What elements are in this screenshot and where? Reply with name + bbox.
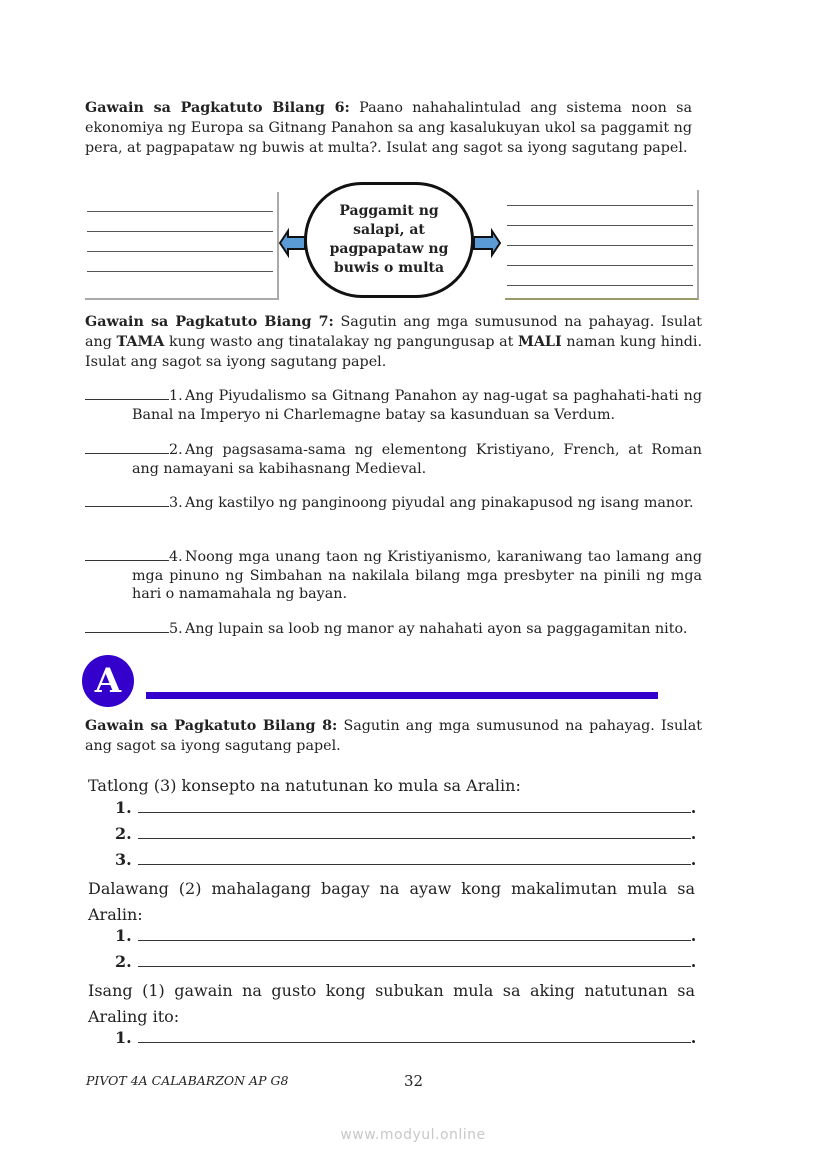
prompt-three-concepts: Tatlong (3) konsepto na natutunan ko mula sa Aralin: <box>88 776 521 795</box>
answer-line[interactable] <box>115 926 696 945</box>
a7-text-3: naman kung hindi. Isulat ang sagot sa iyong sagutang papel. <box>85 334 703 370</box>
section-letter: A <box>94 661 122 701</box>
tama-keyword: TAMA <box>116 334 165 350</box>
answer-line[interactable] <box>115 1028 696 1047</box>
right-arrow-icon <box>472 228 502 258</box>
item-number: 4. <box>169 549 183 565</box>
answer-blank[interactable] <box>85 494 169 507</box>
answer-line[interactable] <box>115 798 696 817</box>
answer-blank[interactable] <box>85 441 169 454</box>
website-watermark: www.modyul.online <box>340 1127 486 1143</box>
period: . <box>690 824 697 843</box>
period: . <box>690 952 697 971</box>
item-text: Ang pagsasama-sama ng elementong Kristiyano, French, at Roman ang namayani sa kabihasnang Medieval. <box>132 442 702 477</box>
footer-module-name: PIVOT 4A CALABARZON AP G8 <box>86 1073 289 1088</box>
left-answer-box <box>85 192 279 300</box>
left-arrow-icon <box>278 228 306 258</box>
true-false-item <box>85 548 702 604</box>
page-number: 32 <box>404 1072 424 1090</box>
true-false-item <box>85 441 702 478</box>
a7-text-1: Sagutin ang mga sumusunod na pahayag. Isulat ang <box>85 314 702 350</box>
period: . <box>690 798 697 817</box>
answer-number: 1. <box>115 798 132 817</box>
item-number: 3. <box>169 495 183 511</box>
answer-blank[interactable] <box>85 548 169 561</box>
answer-blank[interactable] <box>85 387 169 400</box>
section-divider <box>146 692 658 699</box>
prompt-one-activity: Isang (1) gawain na gusto kong subukan mula sa aking natutunan sa Araling ito: <box>88 981 695 1026</box>
period: . <box>690 1028 697 1047</box>
item-number: 2. <box>169 442 183 458</box>
central-topic-text: Paggamit ng salapi, at pagpapataw ng buwis o multa <box>329 203 449 276</box>
item-text: Ang Piyudalismo sa Gitnang Panahon ay nag-ugat sa paghahati-hati ng Banal na Imperyo ni Charlemagne batay sa kasunduan sa Verdum. <box>132 388 702 423</box>
period: . <box>690 926 697 945</box>
activity-8-text: Sagutin ang mga sumusunod na pahayag. Isulat ang sagot sa iyong sagutang papel. <box>85 718 702 754</box>
answer-line[interactable] <box>115 850 696 869</box>
answer-line[interactable] <box>115 824 696 843</box>
answer-number: 1. <box>115 926 132 945</box>
prompt-two-things: Dalawang (2) mahalagang bagay na ayaw kong makalimutan mula sa Aralin: <box>88 879 695 924</box>
true-false-item <box>85 387 702 424</box>
activity-7-instructions <box>85 312 702 372</box>
item-text: Ang lupain sa loob ng manor ay nahahati ayon sa paggagamitan nito. <box>185 621 688 637</box>
activity-8-title: Gawain sa Pagkatuto Bilang 8: <box>85 718 338 734</box>
item-text: Noong mga unang taon ng Kristiyanismo, karaniwang tao lamang ang mga pinuno ng Simbahan na nakilala bilang mga presbyter na pinili ng mga hari o namamahala ng bayan. <box>132 549 702 602</box>
answer-line[interactable] <box>115 952 696 971</box>
activity-6-text: Paano nahahalintulad ang sistema noon sa ekonomiya ng Europa sa Gitnang Panahon sa ang kasalukuyan ukol sa paggamit ng pera, at pagpapataw ng buwis at multa?. Isulat ang sagot sa iyong sagutang papel. <box>85 100 692 156</box>
true-false-item <box>85 494 702 513</box>
right-answer-box <box>505 190 699 300</box>
activity-8-instructions <box>85 716 702 756</box>
answer-number: 2. <box>115 952 132 971</box>
answer-number: 2. <box>115 824 132 843</box>
item-number: 5. <box>169 621 183 637</box>
a7-text-2: kung wasto ang tinatalakay ng pangungusap at <box>169 334 514 350</box>
answer-number: 1. <box>115 1028 132 1047</box>
activity-7-title: Gawain sa Pagkatuto Biang 7: <box>85 314 334 330</box>
section-a-badge <box>82 655 134 707</box>
activity-6-title: Gawain sa Pagkatuto Bilang 6: <box>85 100 350 116</box>
true-false-item <box>85 620 702 639</box>
item-number: 1. <box>169 388 183 404</box>
mali-keyword: MALI <box>518 334 562 350</box>
activity-6-instructions <box>85 98 692 158</box>
central-topic-bubble <box>304 182 474 298</box>
answer-number: 3. <box>115 850 132 869</box>
answer-blank[interactable] <box>85 620 169 633</box>
item-text: Ang kastilyo ng panginoong piyudal ang pinakapusod ng isang manor. <box>185 495 694 511</box>
period: . <box>690 850 697 869</box>
